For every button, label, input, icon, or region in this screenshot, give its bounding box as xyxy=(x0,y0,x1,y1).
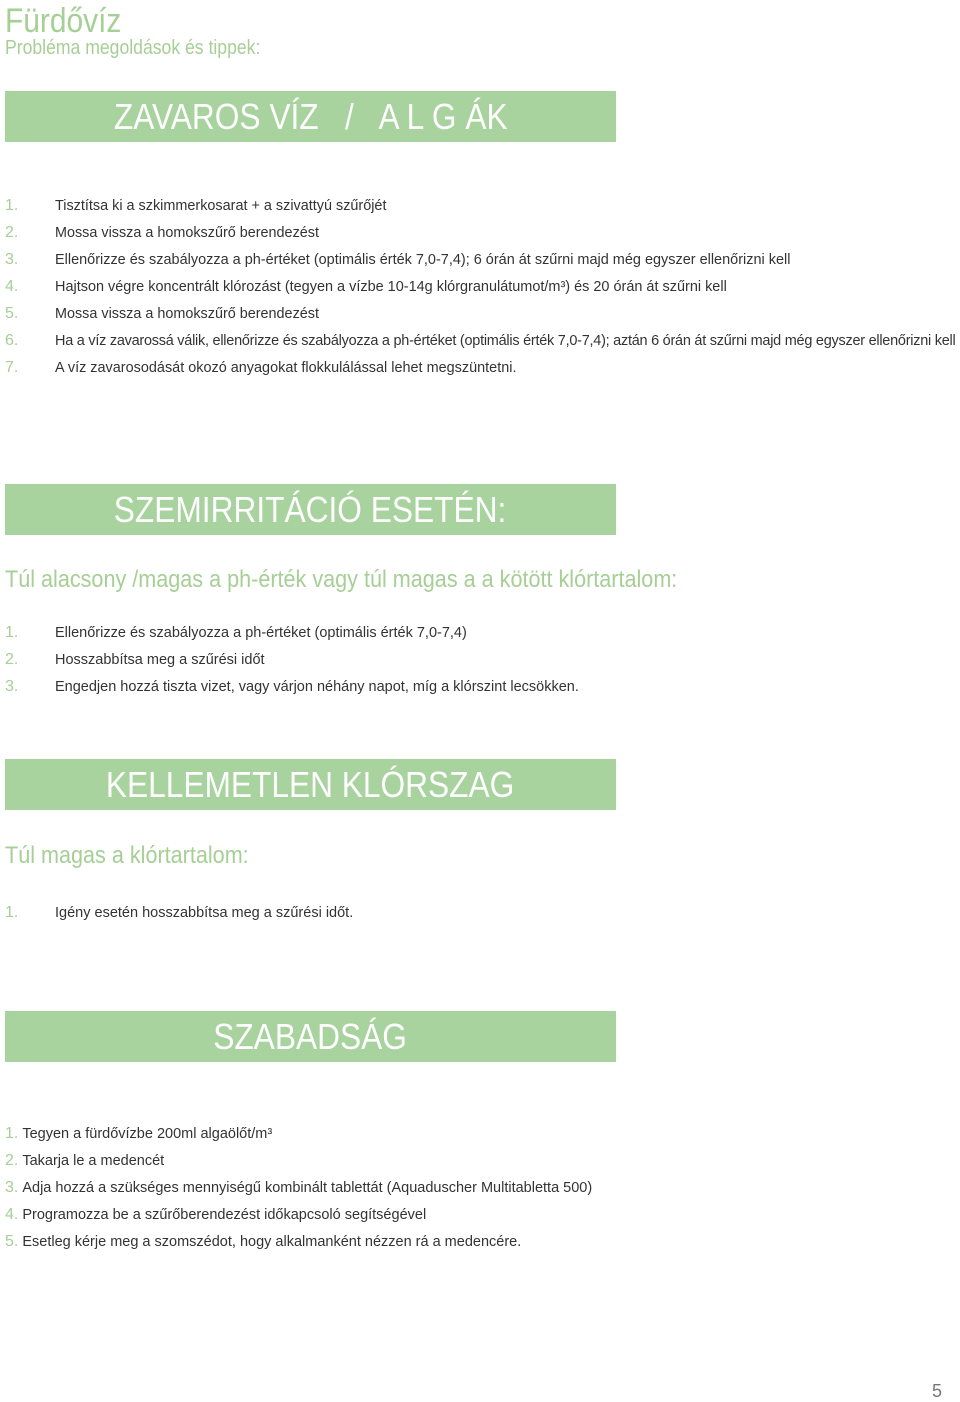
item-number: 1. xyxy=(5,1125,19,1142)
item-number: 1. xyxy=(5,197,19,214)
item-number: 1. xyxy=(5,624,19,641)
item-text: Takarja le a medencét xyxy=(22,1153,165,1169)
banner-label: KELLEMETLEN KLÓRSZAG xyxy=(106,763,515,805)
item-number: 1. xyxy=(5,904,19,921)
item-text: Ellenőrizze és szabályozza a ph-értéket (optimális érték 7,0-7,4) xyxy=(55,625,467,641)
item-text: Hosszabbítsa meg a szűrési időt xyxy=(55,652,265,668)
item-text: Ellenőrizze és szabályozza a ph-értéket (optimális érték 7,0-7,4); 6 órán át szűrni majd még egyszer ellenőrizni kell xyxy=(55,252,791,268)
section-banner-chlorine-smell xyxy=(5,759,616,810)
item-number: 6. xyxy=(5,332,19,349)
item-number: 2. xyxy=(5,224,19,241)
list-item xyxy=(5,273,957,300)
banner-label: SZABADSÁG xyxy=(213,1015,408,1057)
item-number: 4. xyxy=(5,1206,19,1223)
item-number: 3. xyxy=(5,1179,19,1196)
item-number: 2. xyxy=(5,1152,19,1169)
banner-label: ZAVAROS VÍZ / A L G ÁK xyxy=(113,95,508,137)
item-number: 3. xyxy=(5,678,19,695)
item-text: Mossa vissza a homokszűrő berendezést xyxy=(55,306,319,322)
item-number: 2. xyxy=(5,651,19,668)
list-item xyxy=(5,899,353,926)
item-text: Mossa vissza a homokszűrő berendezést xyxy=(55,225,319,241)
list-item xyxy=(5,300,957,327)
item-number: 5. xyxy=(5,1233,19,1250)
section-banner-eye-irritation xyxy=(5,484,616,535)
vacation-steps xyxy=(5,1120,592,1255)
list-item xyxy=(5,354,957,381)
section-subheading: Túl alacsony /magas a ph-érték vagy túl magas a a kötött klórtartalom: xyxy=(5,566,678,593)
list-item xyxy=(5,219,957,246)
list-item xyxy=(5,1120,592,1147)
section-subheading: Túl magas a klórtartalom: xyxy=(5,842,249,869)
chlorine-smell-steps xyxy=(5,899,353,926)
item-text: Adja hozzá a szükséges mennyiségű kombinált tablettát (Aquaduscher Multitabletta 500) xyxy=(22,1180,593,1196)
list-item xyxy=(5,192,957,219)
list-item xyxy=(5,1174,592,1201)
list-item xyxy=(5,1228,592,1255)
list-item xyxy=(5,246,957,273)
item-text: Engedjen hozzá tiszta vizet, vagy várjon néhány napot, míg a klórszint lecsökken. xyxy=(55,679,579,695)
item-text: A víz zavarosodását okozó anyagokat flokkulálással lehet megszüntetni. xyxy=(55,360,517,376)
item-text: Programozza be a szűrőberendezést időkapcsoló segítségével xyxy=(22,1207,427,1223)
item-number: 4. xyxy=(5,278,19,295)
list-item xyxy=(5,327,957,354)
section-banner-turbid-water xyxy=(5,91,616,142)
list-item xyxy=(5,1201,592,1228)
page-title: Fürdővíz xyxy=(5,2,122,40)
item-number: 7. xyxy=(5,359,19,376)
item-text: Igény esetén hosszabbítsa meg a szűrési időt. xyxy=(55,905,354,921)
section-banner-vacation xyxy=(5,1011,616,1062)
eye-irritation-steps xyxy=(5,619,579,700)
item-number: 5. xyxy=(5,305,19,322)
item-number: 3. xyxy=(5,251,19,268)
banner-label: SZEMIRRITÁCIÓ ESETÉN: xyxy=(114,488,507,530)
item-text: Esetleg kérje meg a szomszédot, hogy alkalmanként nézzen rá a medencére. xyxy=(22,1234,522,1250)
list-item xyxy=(5,619,579,646)
item-text: Ha a víz zavarossá válik, ellenőrizze és szabályozza a ph-értéket (optimális érték 7,0-7,4); aztán 6 órán át szűrni majd még egyszer ellenőrizni kell xyxy=(55,333,956,349)
page-subtitle: Probléma megoldások és tippek: xyxy=(5,37,261,59)
page-number: 5 xyxy=(931,1381,942,1401)
list-item xyxy=(5,1147,592,1174)
item-text: Tegyen a fürdővízbe 200ml algaölőt/m³ xyxy=(22,1126,273,1142)
list-item xyxy=(5,646,579,673)
turbid-water-steps xyxy=(5,192,957,381)
item-text: Tisztítsa ki a szkimmerkosarat + a szivattyú szűrőjét xyxy=(55,198,387,214)
list-item xyxy=(5,673,579,700)
item-text: Hajtson végre koncentrált klórozást (tegyen a vízbe 10-14g klórgranulátumot/m³) és 20 órán át szűrni kell xyxy=(55,279,727,295)
